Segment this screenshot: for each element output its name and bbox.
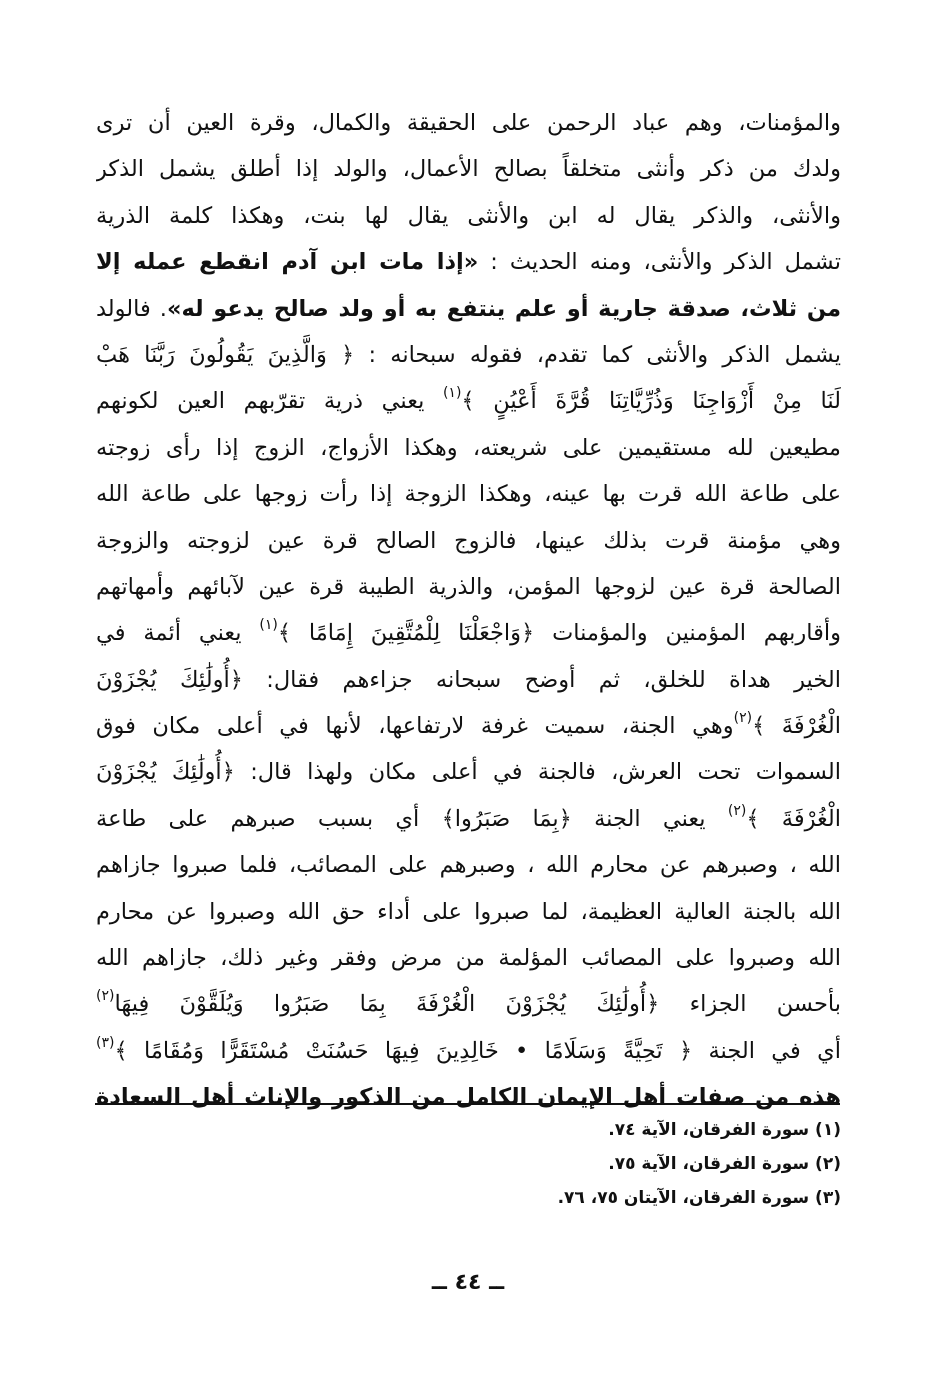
footnote-ref: (٢) bbox=[727, 802, 747, 819]
text-segment: الصالحة قرة عين لزوجها المؤمن، والذرية الطيبة قرة عين لآبائهم وأمهاتهم bbox=[96, 573, 841, 600]
text-segment: بأحسن الجزاء bbox=[659, 991, 841, 1018]
text-line bbox=[96, 100, 841, 146]
bold-text: هذه من صفات أهل الإيمان الكامل من الذكور والإناث أهل السعادة bbox=[96, 1084, 841, 1111]
text-line bbox=[96, 796, 841, 842]
text-segment: وأقاربهم المؤمنين والمؤمنات bbox=[534, 620, 841, 647]
text-segment: والأنثى، والذكر يقال له ابن والأنثى يقال لها بنت، وهكذا كلمة الذرية bbox=[96, 202, 841, 229]
body-text bbox=[96, 100, 841, 1121]
text-segment: على طاعة الله قرت بها عينه، وهكذا الزوجة إذا رأت زوجها على طاعة الله bbox=[96, 481, 841, 508]
footnotes bbox=[96, 1113, 841, 1215]
text-line bbox=[96, 471, 841, 517]
text-line bbox=[96, 657, 841, 703]
text-line bbox=[96, 889, 841, 935]
text-line bbox=[96, 332, 841, 378]
text-segment: تشمل الذكر والأنثى، ومنه الحديث : bbox=[478, 249, 841, 276]
quran-verse: ﴿ وَالَّذِينَ يَقُولُونَ رَبَّنَا هَبْ bbox=[96, 341, 355, 368]
text-segment: وهي مؤمنة قرت بذلك عينها، فالزوج الصالح قرة عين لزوجته والزوجة bbox=[96, 527, 841, 554]
text-line bbox=[96, 610, 841, 656]
quran-verse: الْغُرْفَةَ ﴾ bbox=[752, 713, 841, 740]
text-segment: يعني ذرية تقرّبهم العين لكونهم bbox=[96, 388, 443, 415]
text-segment: يعني الجنة bbox=[571, 805, 728, 832]
text-segment: أي في الجنة bbox=[692, 1037, 841, 1064]
text-segment: السموات تحت العرش، فالجنة في أعلى مكان ولهذا قال: bbox=[234, 759, 841, 786]
text-segment: يشمل الذكر والأنثى كما تقدم، فقوله سبحانه : bbox=[354, 341, 841, 368]
quran-verse: ﴿ تَحِيَّةً وَسَلَامًا • خَالِدِينَ فِيهَا حَسُنَتْ مُسْتَقَرًّا وَمُقَامًا ﴾ bbox=[114, 1037, 693, 1064]
quran-verse: ﴿وَاجْعَلْنَا لِلْمُتَّقِينَ إِمَامًا ﴾ bbox=[277, 620, 535, 647]
text-line bbox=[96, 378, 841, 424]
footnote-ref: (١) bbox=[442, 385, 462, 402]
text-segment: ولدك من ذكر وأنثى متخلقاً بصالح الأعمال، والولد إذا أطلق يشمل الذكر bbox=[96, 156, 841, 183]
quran-verse: ﴿أُولَٰئِكَ يُجْزَوْنَ bbox=[96, 666, 243, 693]
quran-verse: ﴿بِمَا صَبَرُوا﴾ bbox=[441, 805, 572, 832]
text-line bbox=[96, 518, 841, 564]
text-segment: يعني أئمة في bbox=[96, 620, 260, 647]
text-segment: الله ، وصبرهم عن محارم الله ، وصبرهم على المصائب، فلما صبروا جازاهم bbox=[96, 852, 841, 879]
text-segment: الله بالجنة العالية العظيمة، لما صبروا على أداء حق الله وصبروا عن محارم bbox=[96, 898, 841, 925]
text-line bbox=[96, 286, 841, 332]
text-line bbox=[96, 193, 841, 239]
quran-verse: الْغُرْفَةَ ﴾ bbox=[746, 805, 841, 832]
text-line bbox=[96, 703, 841, 749]
text-line bbox=[96, 1028, 841, 1074]
text-line bbox=[96, 842, 841, 888]
text-segment: الله وصبروا على المصائب المؤلمة من مرض وفقر وغير ذلك، جازاهم الله bbox=[96, 945, 841, 972]
footnote-ref: (١) bbox=[259, 617, 278, 634]
text-line bbox=[96, 935, 841, 981]
footnote-2: (٢) سورة الفرقان، الآية ٧٥. bbox=[608, 1154, 841, 1174]
text-segment: والمؤمنات، وهم عباد الرحمن على الحقيقة والكمال، وقرة العين أن ترى bbox=[96, 110, 841, 136]
bold-text: من ثلاث، صدقة جارية أو علم ينتفع به أو ولد صالح يدعو له» bbox=[166, 295, 841, 322]
text-segment: وهي الجنة، سميت غرفة لارتفاعها، لأنها في أعلى مكان فوق bbox=[96, 713, 734, 740]
text-segment: . فالولد bbox=[96, 295, 167, 322]
quran-verse: لَنَا مِنْ أَزْوَاجِنَا وَذُرِّيَّاتِنَا قُرَّةَ أَعْيُنٍ ﴾ bbox=[461, 388, 841, 415]
footnote-ref: (٢) bbox=[96, 988, 115, 1005]
quran-verse: ﴿أُولَٰئِكَ يُجْزَوْنَ الْغُرْفَةَ بِمَا صَبَرُوا وَيُلَقَّوْنَ فِيهَا bbox=[114, 991, 660, 1018]
text-segment: الخير هداة للخلق، ثم أوضح سبحانه جزاءهم فقال: bbox=[242, 666, 841, 693]
footnote-1: (١) سورة الفرقان، الآية ٧٤. bbox=[608, 1120, 841, 1140]
footnote-3: (٣) سورة الفرقان، الآيتان ٧٥، ٧٦. bbox=[557, 1188, 841, 1208]
text-segment: مطيعين لله مستقيمين على شريعته، وهكذا الأزواج، الزوج إذا رأى زوجته bbox=[96, 434, 841, 461]
quran-verse: ﴿أُولَٰئِكَ يُجْزَوْنَ bbox=[96, 759, 235, 786]
text-line bbox=[96, 749, 841, 795]
text-line bbox=[96, 564, 841, 610]
page-number: ــ ٤٤ ــ bbox=[431, 1270, 505, 1295]
text-line bbox=[96, 981, 841, 1027]
text-segment: أي بسبب صبرهم على طاعة bbox=[96, 805, 442, 832]
footnote-divider bbox=[95, 1103, 840, 1105]
footnote-ref: (٢) bbox=[733, 710, 753, 727]
text-line bbox=[96, 239, 841, 285]
text-line bbox=[96, 425, 841, 471]
footnote-ref: (٣) bbox=[96, 1034, 115, 1051]
text-line bbox=[96, 146, 841, 192]
bold-text: «إذا مات ابن آدم انقطع عمله إلا bbox=[96, 249, 479, 276]
